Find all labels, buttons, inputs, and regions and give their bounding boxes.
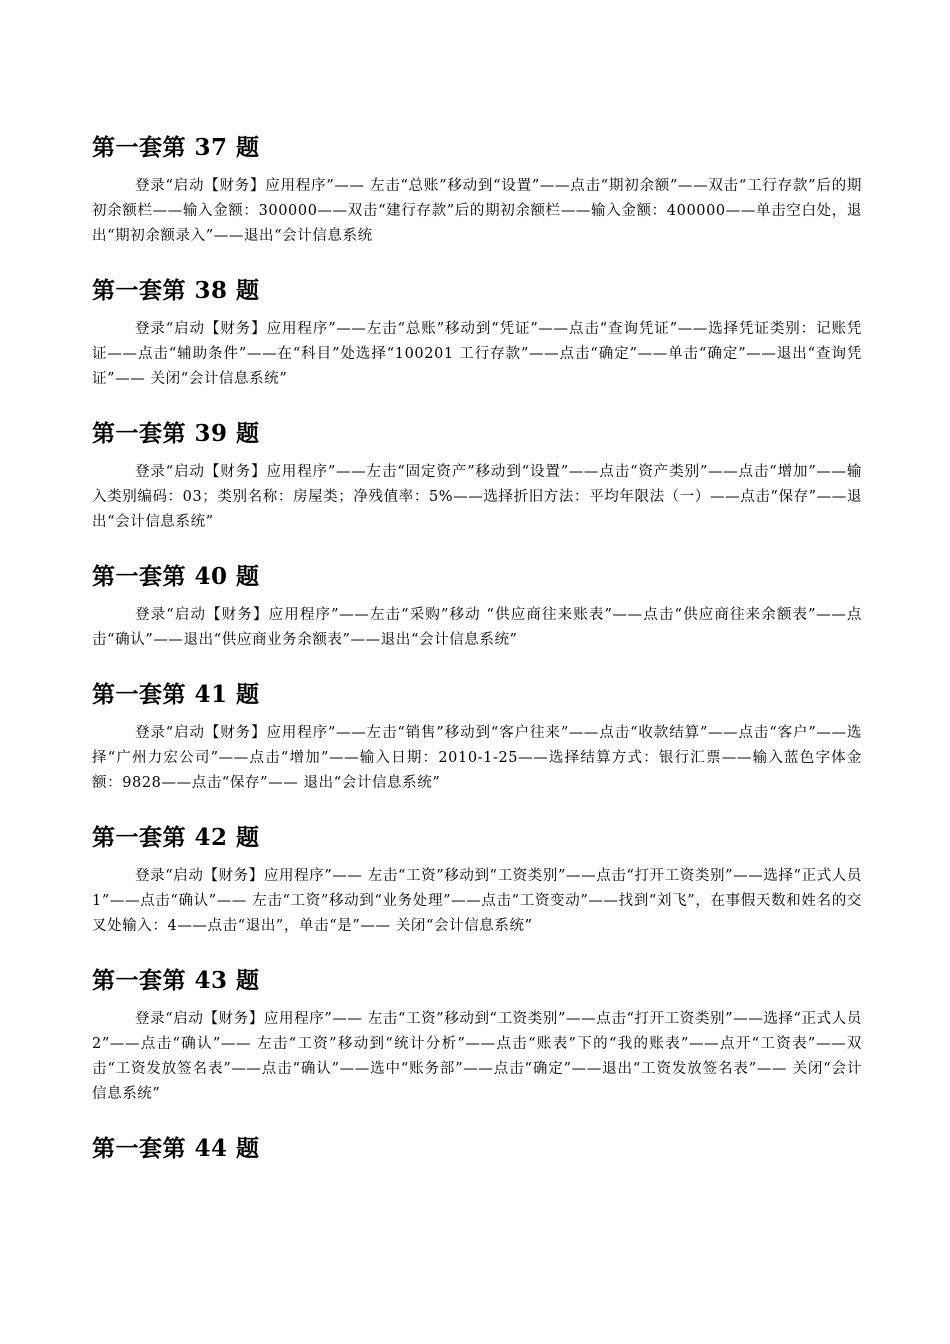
section-body: 登录“启动【财务】应用程序”—— 左击“总账”移动到“设置”——点击“期初余额”——双击“工行存款”后的期初余额栏——输入金额：300000——双击“建行存款”后的期初余额栏——输入金额：400000——单击空白处，退出“期初余额录入”——退出“会计信息系统: [92, 178, 862, 244]
section-body: 登录“启动【财务】应用程序”—— 左击“工资”移动到“工资类别”——点击“打开工资类别”——选择“正式人员 1”——点击“确认”—— 左击“工资”移动到“业务处理”——点击“工资变动”——找到“刘飞”，在事假天数和姓名的交叉处输入：4——点击“退出”，单击“是”—— 关闭“会计信息系统”: [92, 868, 862, 934]
section-title: 第一套第 44 题: [92, 1135, 260, 1162]
section-body: 登录“启动【财务】应用程序”——左击“总账”移动到“凭证”——点击“查询凭证”——选择凭证类别：记账凭证——点击“辅助条件”——在“科目”处选择“100201 工行存款”——点击“确定”——单击“确定”——退出“查询凭证”—— 关闭“会计信息系统”: [92, 321, 862, 387]
question-40: [92, 561, 862, 653]
section-title: 第一套第 38 题: [92, 277, 260, 304]
question-37: [92, 132, 862, 249]
question-43: [92, 965, 862, 1107]
section-body: 登录“启动【财务】应用程序”——左击“固定资产”移动到“设置”——点击“资产类别”——点击“增加”——输入类别编码：03；类别名称：房屋类；净残值率：5%——选择折旧方法：平均年限法（一）——点击“保存”——退出“会计信息系统”: [92, 464, 862, 530]
question-41: [92, 679, 862, 796]
section-title: 第一套第 41 题: [92, 681, 260, 708]
question-44: [92, 1133, 862, 1165]
section-body: 登录“启动【财务】应用程序”——左击“采购”移动 “供应商往来账表”——点击“供应商往来余额表”——点击“确认”——退出“供应商业务余额表”——退出“会计信息系统”: [92, 607, 862, 648]
section-title: 第一套第 37 题: [92, 134, 260, 161]
section-title: 第一套第 39 题: [92, 420, 260, 447]
section-body: 登录“启动【财务】应用程序”——左击“销售”移动到“客户往来”——点击“收款结算”——点击“客户”——选择“广州力宏公司”——点击“增加”——输入日期：2010-1-25——选择结算方式：银行汇票——输入蓝色字体金额：9828——点击“保存”—— 退出“会计信息系统”: [92, 725, 862, 791]
section-title: 第一套第 42 题: [92, 824, 260, 851]
section-title: 第一套第 43 题: [92, 967, 260, 994]
question-38: [92, 275, 862, 392]
section-body: 登录“启动【财务】应用程序”—— 左击“工资”移动到“工资类别”——点击“打开工资类别”——选择“正式人员 2”——点击“确认”—— 左击“工资”移动到“统计分析”——点击“账表”下的“我的账表”——点开“工资表”——双击“工资发放签名表”——点击“确认”——选中“账务部”——点击“确定”——退出“工资发放签名表”—— 关闭“会计信息系统”: [92, 1011, 862, 1102]
section-title: 第一套第 40 题: [92, 563, 260, 590]
question-42: [92, 822, 862, 939]
document-page: [92, 132, 862, 1191]
question-39: [92, 418, 862, 535]
